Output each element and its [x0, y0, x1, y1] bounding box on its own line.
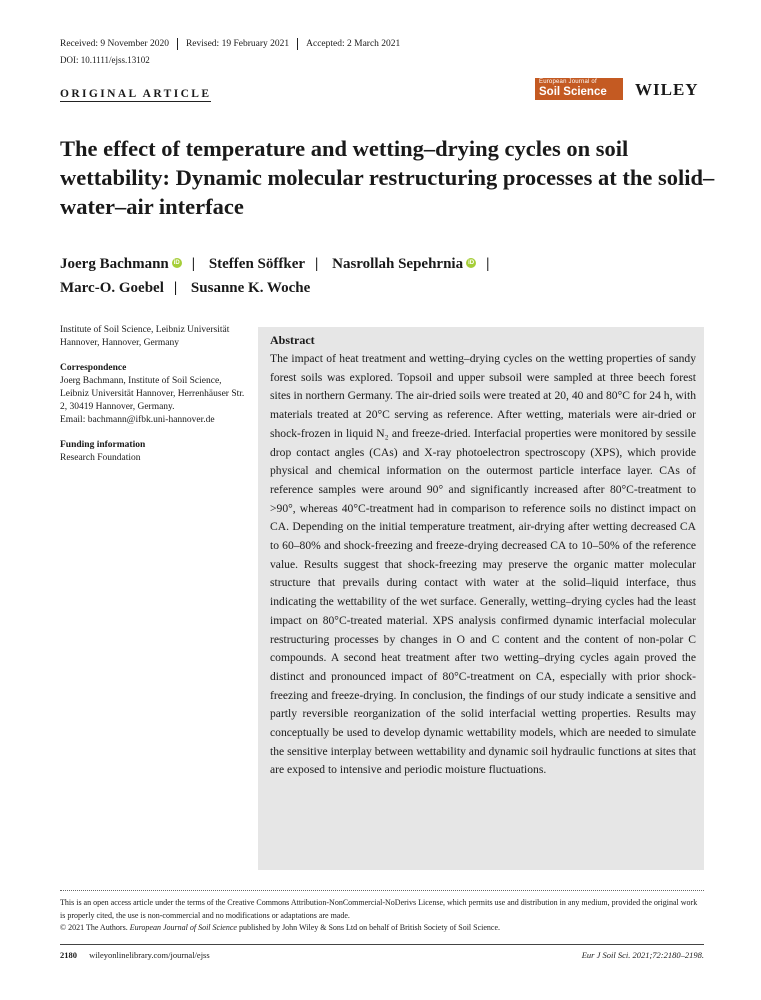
- article-info-sidebar: [60, 324, 245, 465]
- license-notes: [60, 897, 704, 935]
- author-name[interactable]: Susanne K. Woche: [190, 280, 311, 296]
- copyright-prefix: © 2021 The Authors.: [60, 923, 128, 932]
- footnote-divider: [60, 890, 704, 891]
- correspondence-heading: Correspondence: [60, 363, 127, 373]
- orcid-icon[interactable]: iD: [173, 260, 180, 266]
- abstract-heading: Abstract: [270, 333, 315, 347]
- affiliation: Institute of Soil Science, Leibniz Universität Hannover, Hannover, Germany: [60, 325, 230, 348]
- received-date: Received: 9 November 2020: [60, 39, 169, 49]
- accepted-date: Accepted: 2 March 2021: [297, 38, 408, 50]
- doi[interactable]: DOI: 10.1111/ejss.13102: [60, 55, 150, 65]
- publisher-logo[interactable]: WILEY: [635, 80, 699, 99]
- article-title: The effect of temperature and wetting–drying cycles on soil wettability: Dynamic molecular restructuring processes at the solid–water–air interface: [60, 136, 715, 219]
- funding-heading: Funding information: [60, 440, 146, 450]
- journal-logo[interactable]: [535, 78, 623, 100]
- copyright-suffix: published by John Wiley & Sons Ltd on behalf of British Society of Soil Science.: [238, 923, 501, 932]
- author-name[interactable]: Steffen Söffker: [208, 256, 306, 272]
- revised-date: Revised: 19 February 2021: [177, 38, 297, 50]
- orcid-icon[interactable]: iD: [468, 260, 475, 266]
- abstract-text: The impact of heat treatment and wetting–drying cycles on the wetting properties of sandy forest soils was explored. Topsoil and upper subsoil were sampled at three beech forest sites in northern Germany. The air-dried soils were treated at 20, 40 and 80°C for 24 h, with materials treated at 20°C serving as reference. After wetting, materials were air-dried or shock-frozen in liquid N₂ and freeze-dried. Interfacial properties were monitored by sessile drop contact angles (CAs) and X-ray photoelectron spectroscopy (XPS), which provide physical and chemical information on the outermost particle interface layer. CAs of reference samples were around 90° and significantly increased after 80°C-treatment to >90°, whereas 40°C-treatment had in comparison to reference soils no distinct impact on CA. Depending on the initial temperature treatment, air-drying after wetting decreased CA to 60–80% and shock-freezing and freeze-drying decreased CA to 10–50% of the reference value. Results suggest that shock-freezing may preserve the organic matter molecular structure that prevails during contact with water at the solid–liquid interface, thus indicating the wettability of the wet surface. Generally, wetting–drying cycles had the least impact on 80°C-treated material. XPS analysis confirmed dynamic interfacial molecular restructuring processes by changes in O and C content and the content of non-polar C compounds. A second heat treatment after two wetting–drying cycles again proved the distinct and pronounced impact of 80°C-treatment on CA, especially with prior shock-freezing and freeze-drying. In conclusion, the findings of our study indicate a sensitive and partly reversible reorganization of the solid interfacial wetting properties. Results may conceptually be used to develop dynamic wettability models, which are needed to simulate the sensitive interplay between wettability and dynamic soil hydraulic functions at sites that are exposed to intensive and periodic moisture fluctuations.: [270, 352, 696, 777]
- author-name[interactable]: Marc-O. Goebel: [60, 280, 164, 296]
- article-dates: [60, 38, 408, 50]
- journal-logo-big-text: Soil Science: [539, 86, 607, 98]
- page-footer: [60, 950, 704, 960]
- author-list: Joerg Bachmann iD | Steffen Söffker | Nasrollah Sepehrnia iD | Marc-O. Goebel | Susanne K. Woche: [60, 256, 490, 296]
- correspondence-text: Joerg Bachmann, Institute of Soil Science, Leibniz Universität Hannover, Herrenhäuser Str. 2, 30419 Hannover, Germany.: [60, 376, 245, 412]
- author-name[interactable]: Joerg Bachmann: [60, 256, 169, 272]
- citation: Eur J Soil Sci. 2021;72:2180–2198.: [581, 950, 704, 960]
- section-label: ORIGINAL ARTICLE: [60, 88, 212, 100]
- funding-text: Research Foundation: [60, 453, 141, 463]
- journal-logo-small-text: European Journal of: [539, 79, 597, 85]
- license-text: This is an open access article under the terms of the Creative Commons Attribution-NonCommercial-NoDerivs License, which permits use and distribution in any medium, provided the original work is properly cited, the use is non-commercial and no modifications or adaptations are made.: [60, 898, 698, 920]
- copyright-line: [60, 922, 704, 935]
- journal-url[interactable]: wileyonlinelibrary.com/journal/ejss: [89, 950, 210, 960]
- copyright-journal: European Journal of Soil Science: [129, 923, 237, 932]
- footer-divider: [60, 944, 704, 945]
- page-number: 2180: [60, 950, 77, 960]
- correspondence-email[interactable]: Email: bachmann@ifbk.uni-hannover.de: [60, 415, 215, 425]
- author-name[interactable]: Nasrollah Sepehrnia: [332, 256, 464, 272]
